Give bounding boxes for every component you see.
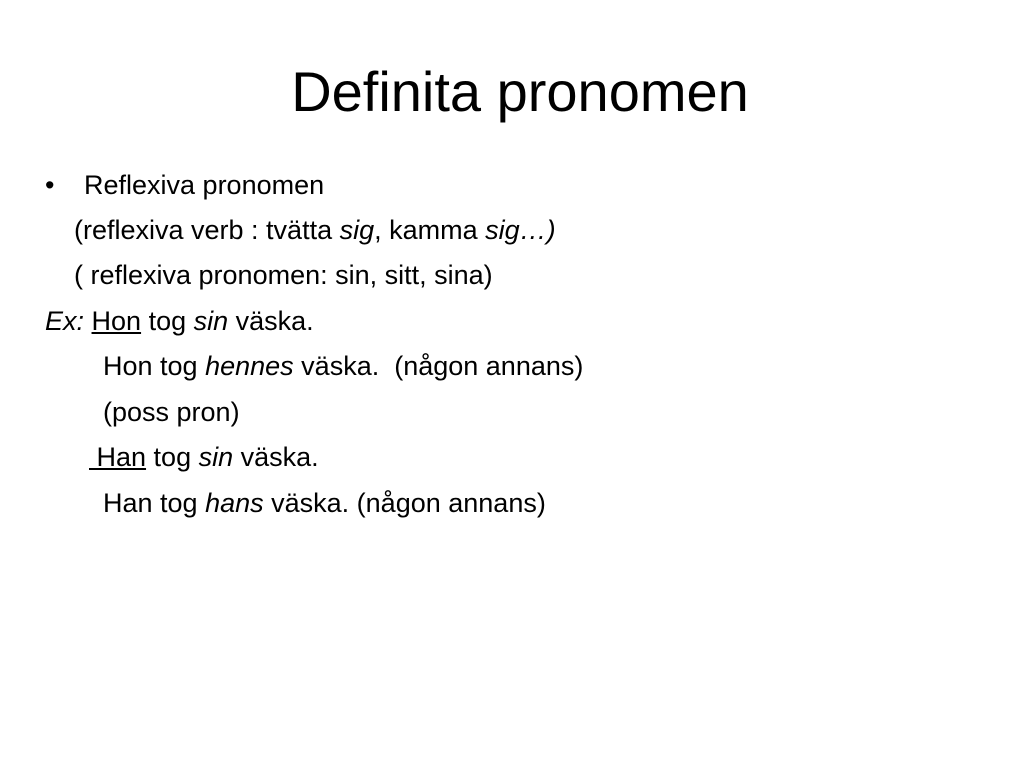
- text-line-example-4: [103, 487, 546, 519]
- text-segment: väska. (någon annans): [293, 351, 584, 381]
- text-line-example-1: [45, 305, 314, 337]
- italic-segment: sig: [339, 215, 375, 245]
- text-segment: [84, 306, 92, 336]
- italic-segment: sin: [193, 306, 229, 336]
- underlined-subject: Han: [89, 442, 147, 472]
- text-segment: väska. (någon annans): [263, 488, 546, 518]
- line-text: ( reflexiva pronomen: sin, sitt, sina): [74, 260, 493, 290]
- line-text: (poss pron): [103, 397, 240, 427]
- line-text: Reflexiva pronomen: [84, 170, 325, 200]
- text-segment: tog: [141, 306, 194, 336]
- italic-segment: hans: [205, 488, 264, 518]
- text-line-example-2: [103, 350, 583, 382]
- example-label: Ex:: [45, 306, 85, 336]
- text-segment: (reflexiva verb : tvätta: [74, 215, 340, 245]
- bullet-text: [84, 169, 324, 201]
- text-segment: tog: [146, 442, 199, 472]
- underlined-subject: Hon: [91, 306, 142, 336]
- text-line-poss-pron: [103, 396, 240, 428]
- bullet-icon: •: [45, 170, 55, 200]
- slide-title: Definita pronomen: [291, 60, 749, 123]
- text-segment: väska.: [233, 442, 319, 472]
- text-segment: , kamma: [374, 215, 486, 245]
- text-line-reflexive-verbs: [74, 214, 556, 246]
- italic-segment: sin: [198, 442, 234, 472]
- italic-segment: hennes: [205, 351, 294, 381]
- text-segment: Hon tog: [103, 351, 206, 381]
- text-segment: Han tog: [103, 488, 206, 518]
- italic-segment: sig…): [485, 215, 556, 245]
- text-line-reflexive-pronouns: [74, 259, 493, 291]
- text-segment: väska.: [228, 306, 314, 336]
- text-line-example-3: [89, 441, 319, 473]
